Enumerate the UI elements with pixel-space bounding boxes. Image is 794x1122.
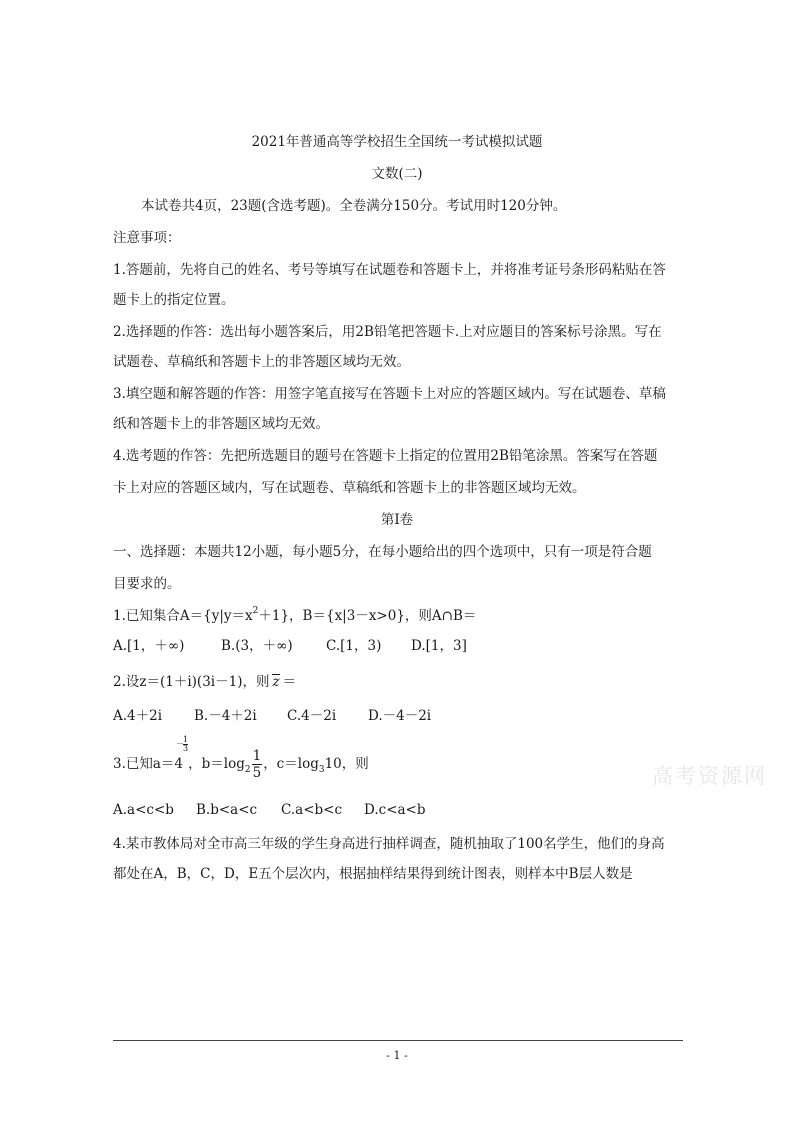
- q2-option-c: C.4－2i: [287, 708, 337, 724]
- q3-part-4: 10，则: [324, 756, 369, 772]
- note-3-line-2: 纸和答题卡上的非答题区域均无效。: [113, 416, 329, 432]
- exam-subtitle: 文数(二): [371, 166, 423, 182]
- q3-option-c: C.a<b<c: [281, 802, 343, 818]
- note-3-line-1: 3.填空题和解答题的作答：用签字笔直接写在答题卡上对应的答题区域内。写在试题卷、草稿: [113, 386, 666, 402]
- q2-option-a: A.4＋2i: [113, 708, 163, 724]
- section-title: 第I卷: [380, 512, 414, 528]
- q2-stem-text: 2.设z＝(1＋i)(3i－1)，则: [113, 674, 270, 690]
- q3-part-1: 3.已知a＝4: [113, 756, 184, 772]
- q1-option-c: C.[1，3): [326, 638, 382, 654]
- q3-part-2: ，b＝log: [188, 756, 245, 772]
- q3-fraction-num: 1: [252, 748, 262, 764]
- exam-title: 2021年普通高等学校招生全国统一考试模拟试题: [251, 134, 543, 150]
- q3-exponent-sign: －: [176, 739, 185, 748]
- footer-divider: [113, 1040, 683, 1041]
- question-4-line-2: 都处在A，B，C，D，E五个层次内，根据抽样结果得到统计图表，则样本中B层人数是: [113, 866, 633, 882]
- question-3-stem: [113, 735, 369, 784]
- note-4-line-2: 卡上对应的答题区域内，写在试题卷、草稿纸和答题卡上的非答题区域均无效。: [113, 480, 586, 496]
- page-number: - 1 -: [386, 1049, 408, 1062]
- note-4-line-1: 4.选考题的作答：先把所选题目的题号在答题卡上指定的位置用2B铅笔涂黑。答案写在答题: [113, 448, 658, 464]
- q3-option-a: A.a<c<b: [113, 802, 174, 818]
- q2-option-d: D.－4－2i: [368, 708, 432, 724]
- q2-option-b: B.－4＋2i: [194, 708, 257, 724]
- q1-part-1: 1.已知集合A＝{y|y＝x: [113, 608, 253, 624]
- section-intro-line-2: 目要求的。: [113, 576, 181, 592]
- note-2-line-2: 试题卷、草稿纸和答题卡上的非答题区域均无效。: [113, 354, 410, 370]
- question-1-stem: [113, 606, 476, 628]
- section-intro-line-1: 一、选择题：本题共12小题，每小题5分，在每小题给出的四个选项中，只有一项是符合题: [113, 544, 652, 560]
- note-2-line-1: 2.选择题的作答：选出每小题答案后，用2B铅笔把答题卡.上对应题目的答案标号涂黑。写在: [113, 324, 662, 340]
- question-2-stem: [113, 672, 296, 692]
- watermark: 高考资源网: [652, 764, 767, 788]
- q3-option-d: D.c<a<b: [364, 802, 426, 818]
- q1-option-d: D.[1，3]: [411, 638, 467, 654]
- q3-fraction-den: 5: [252, 765, 262, 781]
- q1-superscript: 2: [252, 606, 259, 616]
- question-4-line-1: 4.某市教体局对全市高三年级的学生身高进行抽样调查，随机抽取了100名学生，他们的身高: [113, 836, 665, 852]
- q2-equals: ＝: [282, 674, 297, 690]
- q3-exponent-den: 3: [183, 744, 189, 753]
- note-1-line-1: 1.答题前，先将自己的姓名、考号等填写在试题卷和答题卡上，并将准考证号条形码粘贴在答: [113, 262, 666, 278]
- q3-fraction: [252, 748, 263, 781]
- q1-option-b: B.(3，＋∞): [221, 638, 293, 654]
- notes-heading: 注意事项：: [113, 230, 181, 246]
- q3-log-base-2: 2: [244, 765, 251, 775]
- q3-exponent: [176, 735, 189, 753]
- q3-exponent-num: 1: [183, 735, 189, 744]
- q2-conjugate-z: z: [272, 674, 280, 690]
- q1-option-a: A.[1，＋∞): [113, 638, 185, 654]
- q3-log-base-3: 3: [318, 765, 325, 775]
- q3-option-b: B.b<a<c: [196, 802, 258, 818]
- q3-part-3: ，c＝log: [263, 756, 319, 772]
- q1-part-2: ＋1}，B＝{x|3－x>0}，则A∩B＝: [258, 608, 477, 624]
- note-1-line-2: 题卡上的指定位置。: [113, 292, 235, 308]
- exam-intro: 本试卷共4页，23题(含选考题)。全卷满分150分。考试用时120分钟。: [141, 198, 567, 214]
